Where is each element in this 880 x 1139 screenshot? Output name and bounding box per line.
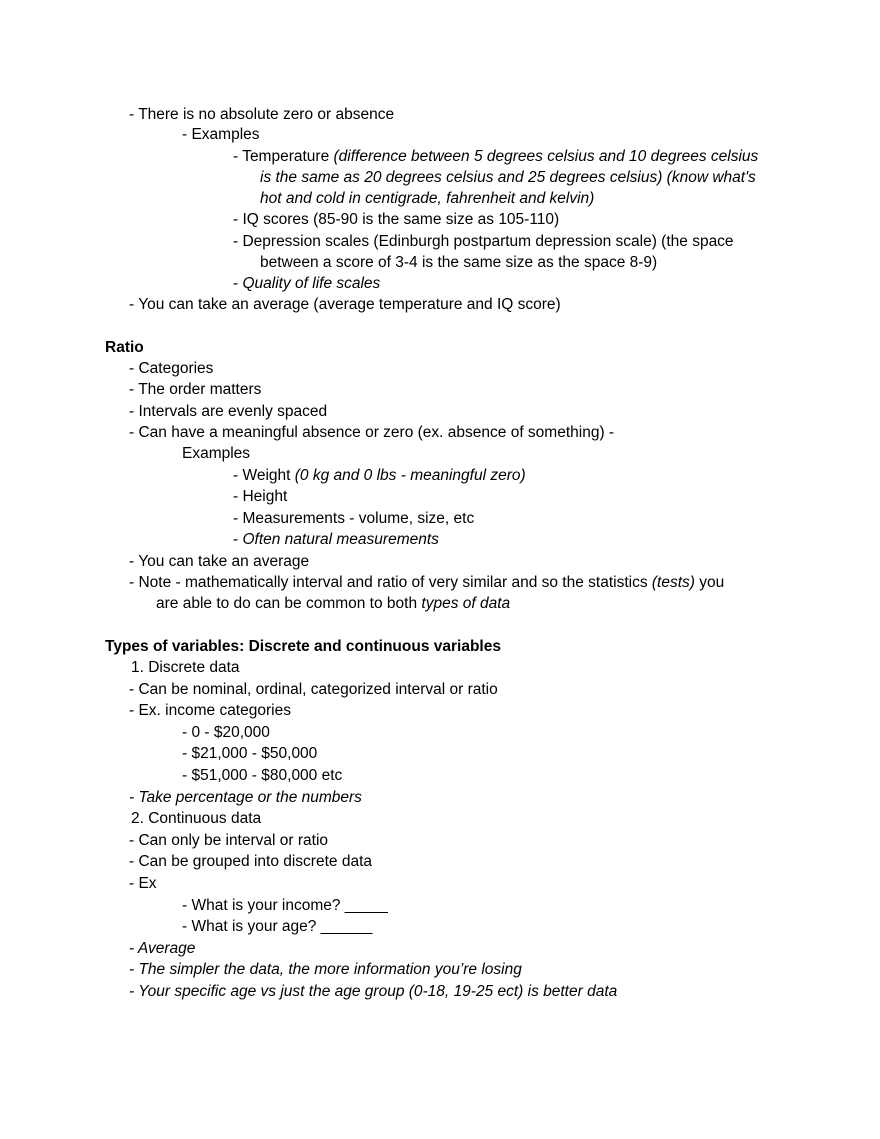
- temperature-note-1: (difference between 5 degrees celsius and 10 degrees celsius: [333, 148, 759, 165]
- temperature-note-3-text: hot and cold in centigrade, fahrenheit and kelvin): [260, 190, 595, 207]
- question-income: - What is your income? _____: [182, 897, 388, 914]
- bullet-temperature: [233, 146, 758, 167]
- note-tests: (tests): [651, 574, 695, 591]
- bullet-no-absolute-zero: - There is no absolute zero or absence: [129, 106, 395, 123]
- ratio-bullet-absence: - Can have a meaningful absence or zero (ex. absence of something) -: [129, 424, 615, 441]
- bullet-examples: - Examples: [182, 126, 260, 143]
- discrete-bullet-nominal: - Can be nominal, ordinal, categorized interval or ratio: [129, 681, 498, 698]
- bullet-depression-scales: - Depression scales (Edinburgh postpartum depression scale) (the space: [233, 233, 734, 250]
- bullet-quality-of-life: [233, 273, 380, 294]
- bullet-average: - You can take an average (average temperature and IQ score): [129, 296, 561, 313]
- temperature-note-2: [260, 167, 756, 188]
- continuous-bullet-interval: - Can only be interval or ratio: [129, 832, 329, 849]
- weight-note: (0 kg and 0 lbs - meaningful zero): [294, 467, 526, 484]
- continuous-bullet-average: [129, 938, 195, 959]
- temperature-note-2-text: is the same as 20 degrees celsius and 25 degrees celsius) (know what's: [260, 169, 756, 186]
- ratio-bullet-order: - The order matters: [129, 381, 262, 398]
- types-heading: Types of variables: Discrete and continuous variables: [105, 638, 501, 655]
- note-lead: - Note - mathematically interval and ratio of very similar and so the statistics: [129, 574, 652, 591]
- weight-label: - Weight: [233, 467, 295, 484]
- ratio-bullet-categories: - Categories: [129, 360, 214, 377]
- temperature-label: - Temperature: [233, 148, 334, 165]
- average-text: - Average: [129, 940, 196, 957]
- continuous-bullet-simpler: [129, 959, 522, 980]
- continuous-bullet-specific-age: [129, 981, 617, 1002]
- ratio-bullet-weight: [233, 465, 526, 486]
- depression-scales-continued: between a score of 3-4 is the same size as the space 8-9): [260, 254, 658, 271]
- percentage-text: - Take percentage or the numbers: [129, 789, 362, 806]
- discrete-bullet-percentage: [129, 787, 362, 808]
- note-2-types: types of data: [421, 595, 511, 612]
- ratio-examples-label: Examples: [182, 445, 251, 462]
- continuous-title: 2. Continuous data: [131, 810, 262, 827]
- continuous-bullet-ex: - Ex: [129, 875, 157, 892]
- ratio-bullet-measurements: - Measurements - volume, size, etc: [233, 510, 475, 527]
- ratio-bullet-note: [129, 572, 724, 593]
- income-category-3: - $51,000 - $80,000 etc: [182, 767, 343, 784]
- natural-text: Often natural measurements: [242, 531, 439, 548]
- ratio-bullet-natural: [233, 529, 439, 550]
- simpler-text: - The simpler the data, the more information you’re losing: [129, 961, 522, 978]
- ratio-note-continued: [156, 593, 510, 614]
- note-2-lead: are able to do can be common to both: [156, 595, 422, 612]
- natural-dash: -: [233, 531, 243, 548]
- specific-age-text: - Your specific age vs just the age group (0-18, 19-25 ect) is better data: [129, 983, 618, 1000]
- question-age: - What is your age? ______: [182, 918, 373, 935]
- discrete-title: 1. Discrete data: [131, 659, 240, 676]
- ratio-bullet-height: - Height: [233, 488, 288, 505]
- qol-dash: -: [233, 275, 243, 292]
- temperature-note-3: [260, 188, 594, 209]
- discrete-bullet-income: - Ex. income categories: [129, 702, 291, 719]
- income-category-2: - $21,000 - $50,000: [182, 745, 318, 762]
- bullet-iq-scores: - IQ scores (85-90 is the same size as 105-110): [233, 211, 560, 228]
- income-category-1: - 0 - $20,000: [182, 724, 270, 741]
- qol-text: Quality of life scales: [242, 275, 381, 292]
- ratio-heading: Ratio: [105, 339, 144, 356]
- note-tail: you: [694, 574, 725, 591]
- ratio-bullet-intervals: - Intervals are evenly spaced: [129, 403, 328, 420]
- ratio-bullet-average: - You can take an average: [129, 553, 310, 570]
- continuous-bullet-grouped: - Can be grouped into discrete data: [129, 853, 372, 870]
